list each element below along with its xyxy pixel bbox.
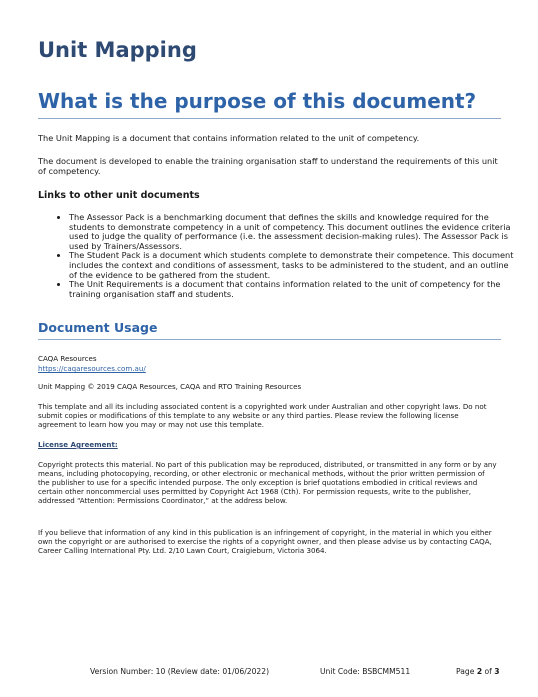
- template-paragraph: This template and all its including associated content is a copyrighted work under Australian and other copyright laws. Do not submit copies or modifications of this template to any website or any third parties. Please review the following license agreement to learn how you may or may not use this template.: [38, 402, 487, 429]
- list-item: • The Student Pack is a document which students complete to demonstrate their competence. This document includes the context and conditions of assessment, tasks to be administered to the student, and an outline of the evidence to be gathered from the student.: [69, 251, 519, 280]
- license-agreement-heading: License Agreement:: [38, 440, 118, 449]
- document-usage-rule: [38, 339, 501, 340]
- footer-version: Version Number: 10 (Review date: 01/06/2022): [90, 667, 270, 676]
- license-paragraph: Copyright protects this material. No part of this publication may be reproduced, distributed, or transmitted in any form or by any means, including photocopying, recording, or other electronic or mechanical methods, without the prior written permission of the publisher to use for a specific intended purpose. The only exception is brief quotations embodied in critical reviews and certain other noncommercial uses permitted by Copyright Act 1968 (Cth). For permission requests, write to the publisher, addressed “Attention: Permissions Coordinator,” at the address below.: [38, 460, 497, 505]
- org-name: CAQA Resources: [38, 354, 97, 363]
- infringement-paragraph: If you believe that information of any kind in this publication is an infringement of copyright, in the material in which you either own the copyright or are authorised to exercise the rights of a copyright owner, and then please advise us by contacting CAQA, Career Calling International Pty. Ltd. 2/10 Lawn Court, Craigieburn, Victoria 3064.: [38, 528, 492, 555]
- intro-paragraph-2: The document is developed to enable the training organisation staff to understand the requirements of this unit of competency.: [38, 156, 498, 176]
- intro-paragraph-1: The Unit Mapping is a document that contains information related to the unit of competency.: [38, 133, 420, 143]
- links-heading: Links to other unit documents: [38, 190, 200, 201]
- footer-page-total: 3: [494, 667, 500, 676]
- document-usage-heading: Document Usage: [38, 320, 158, 335]
- footer-unit-code: Unit Code: BSBCMM511: [320, 667, 411, 676]
- footer-page-number: Page 2 of 3: [456, 667, 500, 676]
- org-website-link[interactable]: https://caqaresources.com.au/: [38, 364, 146, 373]
- list-item: • The Unit Requirements is a document that contains information related to the unit of competency for the training organisation staff and students.: [69, 280, 519, 299]
- purpose-heading: What is the purpose of this document?: [38, 89, 477, 113]
- list-item: • The Assessor Pack is a benchmarking document that defines the skills and knowledge required for the students to demonstrate competency in a unit of competency. This document outlines the evidence criteria used to judge the quality of performance (i.e. the assessment decision-making rules). The Assessor Pack is used by Trainers/Assessors.: [69, 213, 519, 251]
- copyright-line: Unit Mapping © 2019 CAQA Resources, CAQA and RTO Training Resources: [38, 382, 302, 391]
- document-title: Unit Mapping: [38, 38, 197, 62]
- purpose-heading-rule: [38, 118, 501, 119]
- footer-page-current: 2: [476, 667, 483, 676]
- links-list: [52, 213, 519, 299]
